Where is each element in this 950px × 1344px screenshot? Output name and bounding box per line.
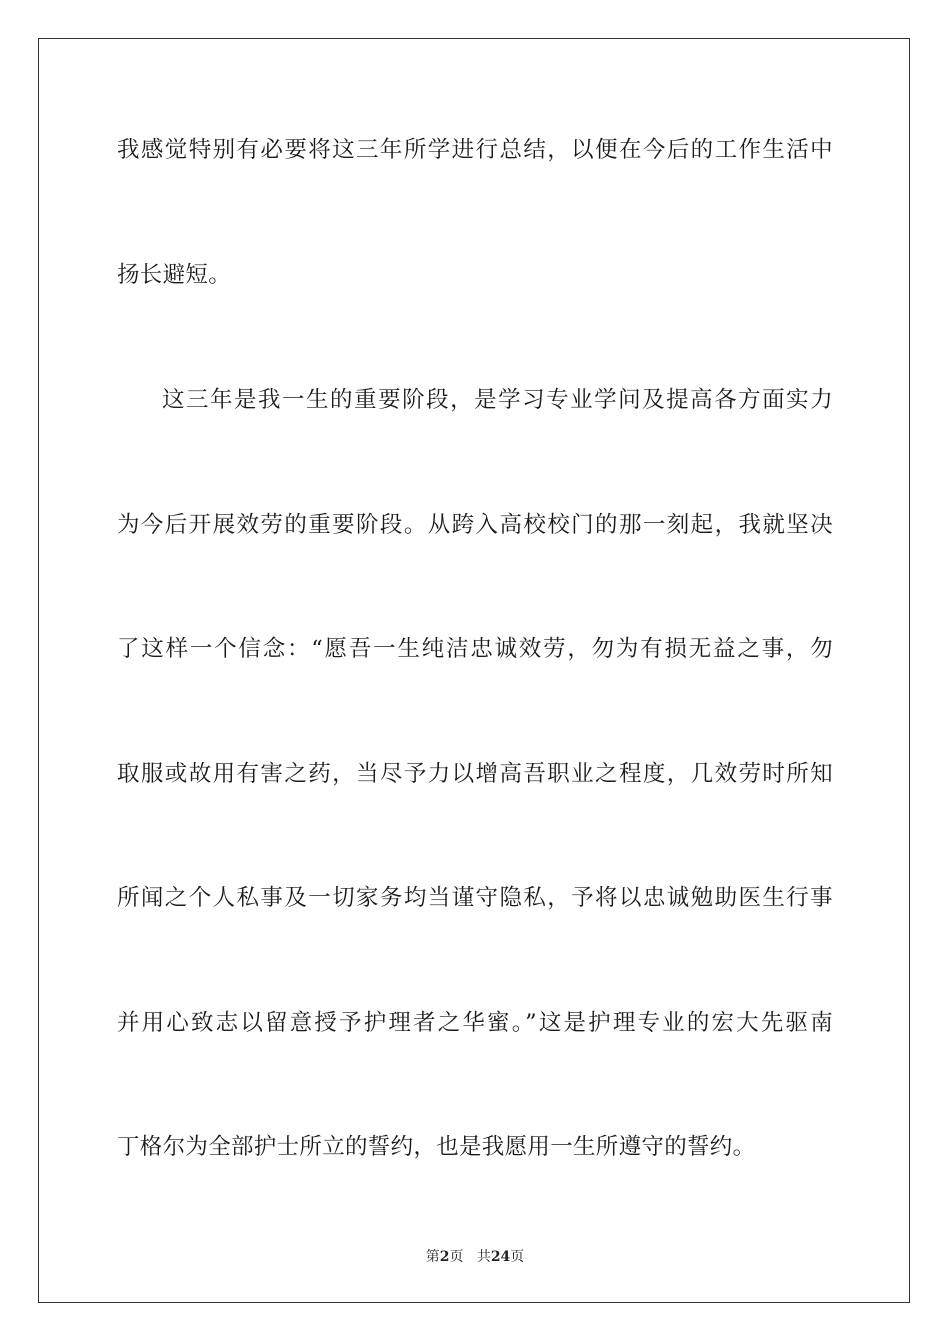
page-prefix: 第 xyxy=(425,1249,440,1265)
total-pages: 24 xyxy=(490,1249,511,1265)
text-line-4: 为今后开展效劳的重要阶段。从跨入高校校门的那一刻起，我就坚决 xyxy=(117,512,833,538)
text-line-7: 所闻之个人私事及一切家务均当谨守隐私，予将以忠诚勉助医生行事 xyxy=(117,885,833,911)
text-line-9: 丁格尔为全部护士所立的誓约，也是我愿用一生所遵守的誓约。 xyxy=(117,1134,756,1160)
total-suffix: 页 xyxy=(510,1249,525,1265)
text-line-1: 我感觉特别有必要将这三年所学进行总结，以便在今后的工作生活中 xyxy=(117,137,833,163)
total-prefix: 共 xyxy=(476,1249,491,1265)
text-line-2: 扬长避短。 xyxy=(117,262,232,288)
text-line-6: 取服或故用有害之药，当尽予力以增高吾职业之程度，几效劳时所知 xyxy=(117,761,833,787)
page-border xyxy=(38,38,910,1303)
text-line-5: 了这样一个信念：“愿吾一生纯洁忠诚效劳，勿为有损无益之事，勿 xyxy=(117,636,833,662)
page-footer xyxy=(0,1247,950,1267)
page-number: 2 xyxy=(439,1249,450,1265)
page-suffix: 页 xyxy=(449,1249,464,1265)
text-line-8: 并用心致志以留意授予护理者之华蜜。”这是护理专业的宏大先驱南 xyxy=(117,1010,833,1036)
text-line-3: 这三年是我一生的重要阶段，是学习专业学问及提高各方面实力 xyxy=(162,387,833,413)
